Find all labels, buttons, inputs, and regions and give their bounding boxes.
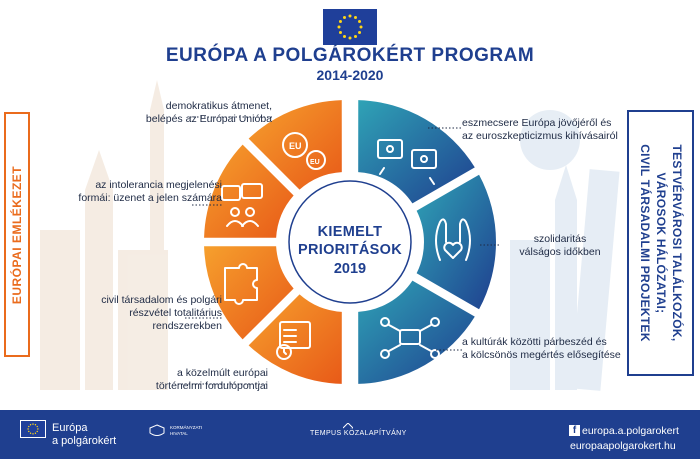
website-link[interactable]: europaapolgarokert.hu [570,440,676,452]
right-item-2 [500,233,620,259]
center-year: 2019 [333,261,367,277]
left-item-3 [40,294,222,333]
left-item-1 [96,100,272,126]
eu-star [35,433,36,434]
left-item-2-line-1: az intolerancia megjelenési [95,179,222,191]
program-title: EURÓPA A POLGÁROKÉRT PROGRAM [165,45,535,66]
civic-projects-line-3: CIVIL TÁRSADALMI PROJEKTEK [637,144,652,342]
left-item-2 [40,179,222,205]
europe-for-citizens-logo [52,422,116,448]
left-item-4 [90,367,268,393]
facebook-icon: f [569,425,580,436]
civic-projects-label [637,144,685,342]
right-item-2-line-1: szolidaritás [533,233,587,245]
center-line-2: PRIORITÁSOK [298,242,402,258]
left-item-1-line-2: belépés az Európai Unióba [145,113,272,125]
right-item-3 [462,336,632,362]
government-office-logo-text: KORMÁNYZATI HIVATAL [170,425,203,436]
right-item-3-line-2: a kölcsönös megértés elősegítése [462,349,621,361]
eu-star [32,433,33,434]
eu-star [30,424,31,425]
civic-projects-line-2: VÁROSOK HÁLÓZATAI; [653,172,668,314]
eu-star [28,426,29,427]
eu-star [32,423,33,424]
left-item-3-line-2: részvétel totalitárius [129,307,222,319]
right-item-1-line-1: eszmecsere Európa jövőjéről és [462,117,612,129]
europe-for-citizens-line-2: a polgárokért [52,435,117,447]
european-memory-label: EURÓPAI EMLÉKEZET [10,165,24,304]
svg-text:EU: EU [310,159,320,166]
left-item-4-line-1: a közelmúlt európai [176,367,268,379]
left-item-4-line-2: történelmi fordulópontjai [155,380,268,392]
facebook-link[interactable]: europa.a.polgarokert [582,425,679,437]
europe-for-citizens-line-1: Európa [52,422,88,434]
eu-star [37,426,38,427]
right-item-1 [462,117,632,143]
eu-star [37,431,38,432]
civic-projects-line-1: TESTVÉRVÁROSI TALÁLKOZÓK, [669,144,684,342]
eu-star [30,433,31,434]
eu-star [27,428,28,429]
eu-star [35,424,36,425]
right-item-2-line-2: válságos időkben [519,246,601,258]
eu-star [37,428,38,429]
left-item-1-line-1: demokratikus átmenet, [165,100,272,112]
civic-projects-banner [627,110,694,376]
eu-star [28,431,29,432]
hungarian-crest-icon [148,424,166,438]
footer-bar [0,410,700,459]
center-caption [290,223,410,279]
center-line-1: KIEMELT [317,224,383,240]
left-item-2-line-2: formái: üzenet a jelen számára [78,192,222,204]
program-years: 2014-2020 [316,67,384,83]
right-item-1-line-2: az euroszkepticizmus kihívásairól [462,130,618,142]
left-item-3-line-1: civil társadalom és polgári [101,294,222,306]
tempus-foundation-logo: TEMPUS KÖZALAPÍTVÁNY [310,430,407,437]
left-item-3-line-3: rendszerekben [152,320,222,332]
right-item-3-line-1: a kultúrák közötti párbeszéd és [462,336,607,348]
european-memory-banner [4,112,30,357]
svg-text:EU: EU [289,141,302,151]
tempus-logo-icon [343,423,353,429]
eu-flag-small-icon [20,420,46,438]
